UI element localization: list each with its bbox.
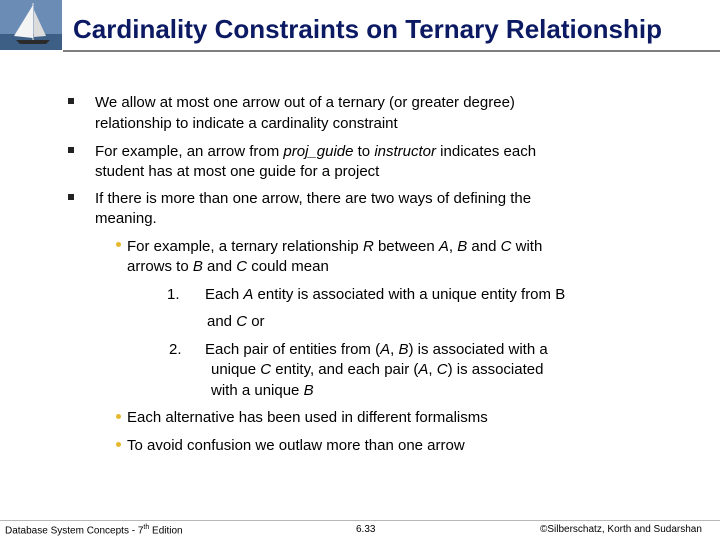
list-number-1: 1. <box>167 286 180 303</box>
sailboat-logo <box>0 0 62 50</box>
bullet-2-line-1: For example, an arrow from proj_guide to instructor indicates each <box>95 143 537 160</box>
list-number-2: 2. <box>169 341 182 358</box>
bullet-square-icon <box>68 98 74 104</box>
footer-page-number: 6.33 <box>356 524 376 535</box>
footer-left: Database System Concepts - 7th Edition <box>5 524 183 537</box>
sub-bullet-dot-icon <box>116 414 121 419</box>
bullet-1-line-1: We allow at most one arrow out of a ternary (or greater degree) <box>95 94 515 111</box>
sub-bullet-dot-icon <box>116 242 121 247</box>
list-item-1-line-1: Each A entity is associated with a unique entity from B <box>205 286 566 303</box>
bullet-2-line-2: student has at most one guide for a project <box>95 163 380 180</box>
list-item-2-line-3: with a unique B <box>211 382 314 399</box>
title-divider <box>63 50 720 52</box>
bullet-3-line-2: meaning. <box>95 210 157 227</box>
bullet-square-icon <box>68 147 74 153</box>
page-title: Cardinality Constraints on Ternary Relationship <box>73 14 662 44</box>
sub-bullet-3: To avoid confusion we outlaw more than one arrow <box>127 437 465 454</box>
sub-bullet-1-line-2: arrows to B and C could mean <box>127 258 329 275</box>
footer-divider <box>0 520 720 521</box>
sub-bullet-2: Each alternative has been used in different formalisms <box>127 409 488 426</box>
list-item-2-line-2: unique C entity, and each pair (A, C) is associated <box>211 361 544 378</box>
bullet-square-icon <box>68 194 74 200</box>
bullet-1-line-2: relationship to indicate a cardinality constraint <box>95 115 398 132</box>
list-item-2-line-1: Each pair of entities from (A, B) is associated with a <box>205 341 548 358</box>
bullet-3-line-1: If there is more than one arrow, there are two ways of defining the <box>95 190 532 207</box>
sailboat-icon <box>0 0 62 50</box>
list-item-1-line-2: and C or <box>207 313 265 330</box>
sub-bullet-1-line-1: For example, a ternary relationship R between A, B and C with <box>127 238 543 255</box>
footer-copyright: ©Silberschatz, Korth and Sudarshan <box>540 524 702 535</box>
sub-bullet-dot-icon <box>116 442 121 447</box>
